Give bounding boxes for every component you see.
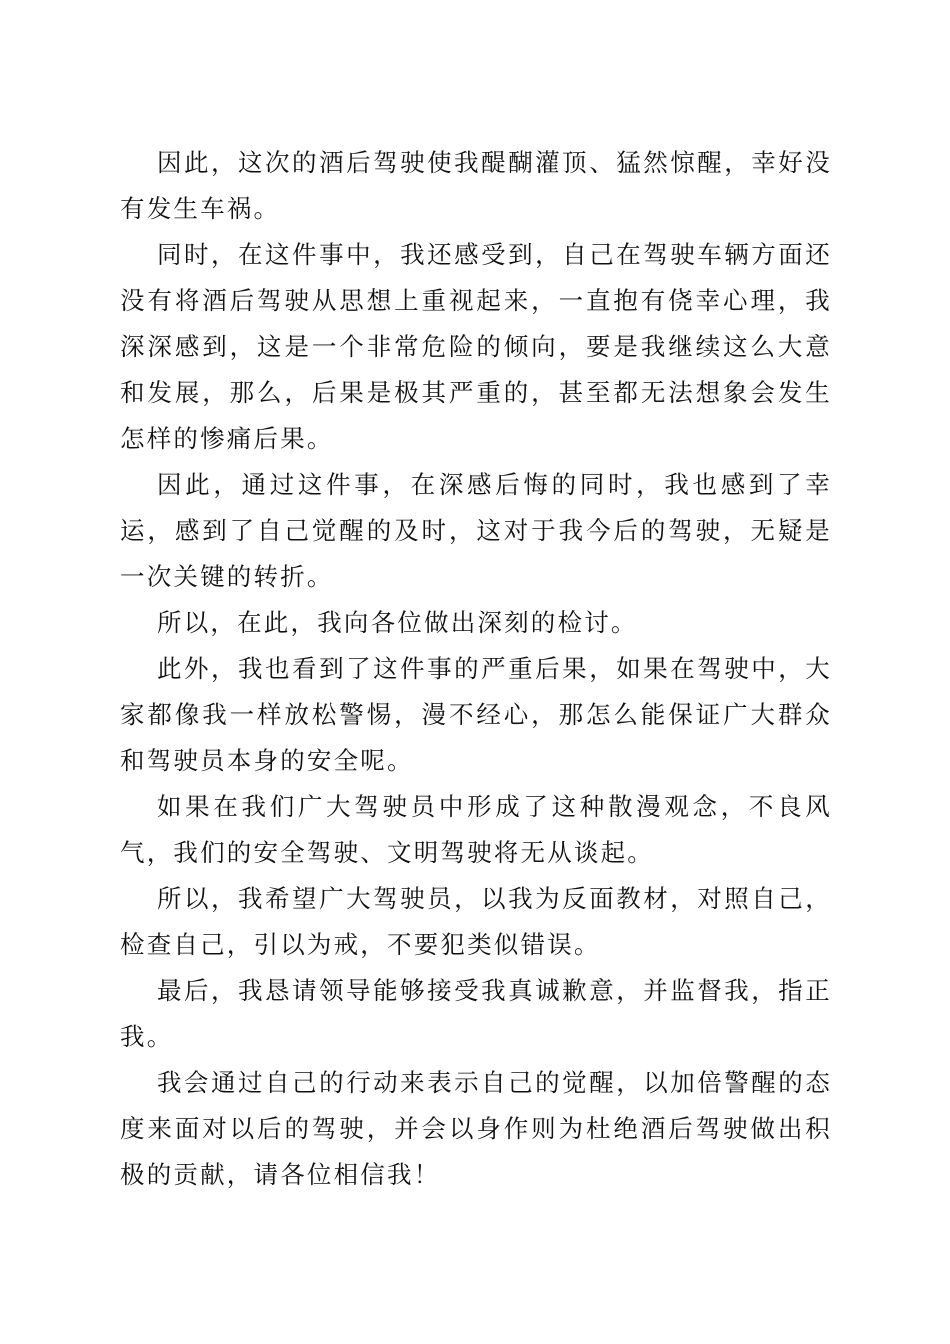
- paragraph-8: 最后，我恳请领导能够接受我真诚歉意，并监督我，指正我。: [120, 976, 832, 1051]
- paragraph-7: 所以，我希望广大驾驶员，以我为反面教材，对照自己，检查自己，引以为戒，不要犯类似错误。: [120, 884, 832, 959]
- paragraph-9: 我会通过自己的行动来表示自己的觉醒，以加倍警醒的态度来面对以后的驾驶，并会以身作则为杜绝酒后驾驶做出积极的贡献，请各位相信我！: [120, 1068, 832, 1189]
- paragraph-4: 所以，在此，我向各位做出深刻的检讨。: [157, 608, 638, 637]
- paragraph-5: 此外，我也看到了这件事的严重后果，如果在驾驶中，大家都像我一样放松警惕，漫不经心，那怎么能保证广大群众和驾驶员本身的安全呢。: [120, 654, 832, 775]
- paragraph-3: 因此，通过这件事，在深感后悔的同时，我也感到了幸运，感到了自己觉醒的及时，这对于我今后的驾驶，无疑是一次关键的转折。: [120, 470, 832, 591]
- paragraph-2: 同时，在这件事中，我还感受到，自己在驾驶车辆方面还没有将酒后驾驶从思想上重视起来，一直抱有侥幸心理，我深深感到，这是一个非常危险的倾向，要是我继续这么大意和发展，那么，后果是极其严重的，甚至都无法想象会发生怎样的惨痛后果。: [120, 240, 832, 453]
- paragraph-1: 因此，这次的酒后驾驶使我醍醐灌顶、猛然惊醒，幸好没有发生车祸。: [120, 148, 832, 223]
- paragraph-6: 如果在我们广大驾驶员中形成了这种散漫观念，不良风气，我们的安全驾驶、文明驾驶将无从谈起。: [120, 792, 832, 867]
- document-body: [120, 140, 832, 1198]
